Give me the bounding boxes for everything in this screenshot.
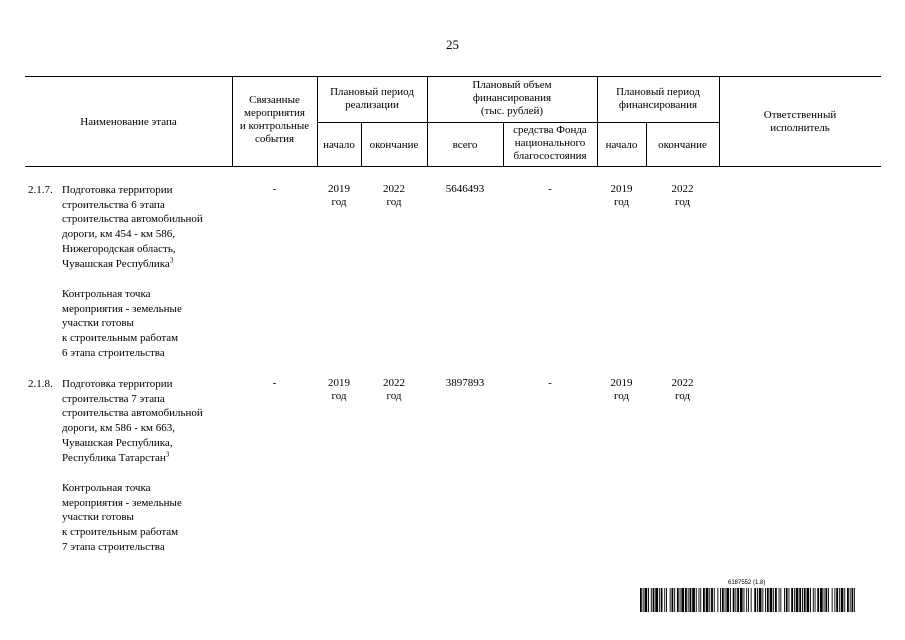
row-total: 5646493 [445, 183, 485, 195]
row-fp-end: 2022 год [671, 183, 694, 208]
row-related: - [272, 377, 277, 389]
row-impl-start: 2019 год [328, 377, 350, 402]
row-related: - [272, 183, 277, 195]
footnote-mark: 3 [169, 255, 174, 264]
header-fp-end: окончание [658, 139, 707, 151]
row-code: 2.1.8. [28, 378, 53, 390]
header-fund-nwf: средства Фонда национального благосостояния [513, 124, 587, 162]
row-code: 2.1.7. [28, 184, 53, 196]
row-impl-end: 2022 год [383, 183, 405, 208]
header-funding-volume: Плановый объем финансирования (тыс. рублей) [472, 79, 552, 117]
row-checkpoint: Контрольная точка мероприятия - земельные участки готовы к строительным работам 7 этапа строительства [62, 482, 182, 553]
row-name: Подготовка территории строительства 7 этапа строительства автомобильной дороги, км 586 - км 663, Чувашская Республика, Республика Татарстан$^3$ [62, 378, 203, 464]
row-fp-start: 2019 год [610, 377, 633, 402]
header-responsible: Ответственный исполнитель [763, 109, 837, 134]
header-fp-start: начало [605, 139, 638, 151]
barcode-icon [640, 588, 855, 612]
row-fp-start: 2019 год [610, 183, 633, 208]
header-funding-period: Плановый период финансирования [616, 86, 700, 111]
footnote-mark: 3 [165, 449, 170, 458]
row-impl-end: 2022 год [383, 377, 405, 402]
header-stage-name: Наименование этапа [80, 116, 177, 128]
header-impl-period: Плановый период реализации [330, 86, 414, 111]
row-fp-end: 2022 год [671, 377, 694, 402]
page-number: 25 [446, 37, 459, 52]
header-impl-start: начало [323, 139, 355, 151]
row-nwf: - [548, 183, 552, 195]
header-related-events: Связанные мероприятия и контрольные события [239, 94, 310, 145]
row-total: 3897893 [445, 377, 485, 389]
row-nwf: - [548, 377, 552, 389]
header-impl-end: окончание [369, 139, 419, 151]
row-checkpoint: Контрольная точка мероприятия - земельные участки готовы к строительным работам 6 этапа строительства [62, 288, 182, 359]
header-funding-total: всего [452, 139, 478, 151]
row-impl-start: 2019 год [328, 183, 350, 208]
row-name: Подготовка территории строительства 6 этапа строительства автомобильной дороги, км 454 - км 586, Нижегородская область, Чувашская Республика$^3$ [62, 184, 203, 270]
barcode-label: 6187552 (1.8) [728, 580, 766, 586]
